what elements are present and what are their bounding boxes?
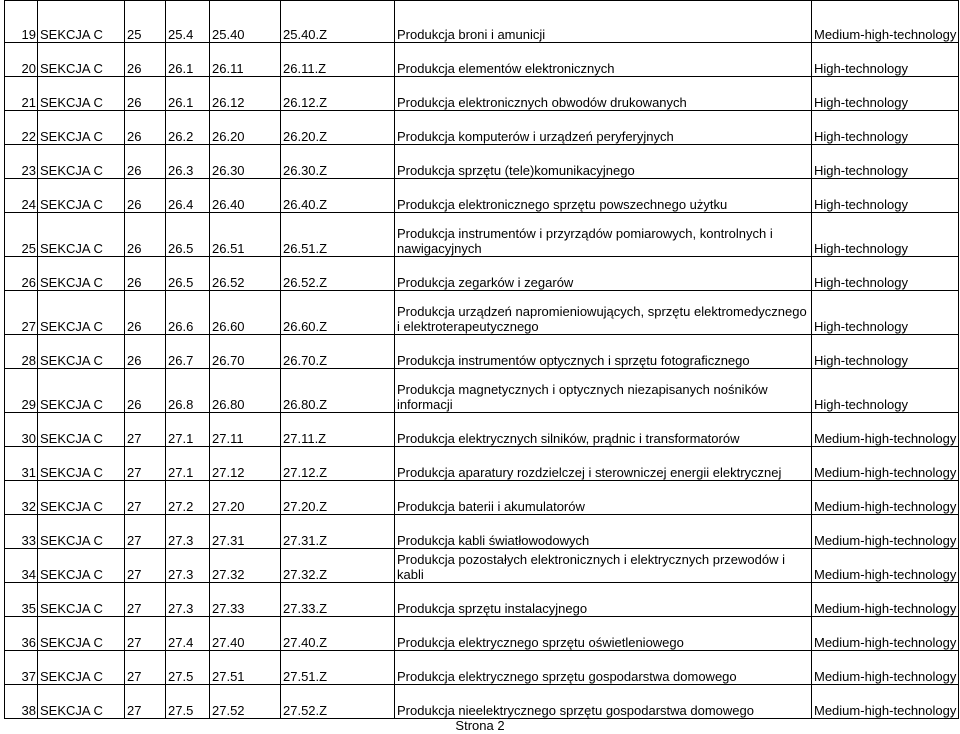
description-cell: Produkcja magnetycznych i optycznych niezapisanych nośników informacji <box>395 369 812 413</box>
table-row <box>5 447 959 481</box>
group-cell: 25.4 <box>166 1 210 43</box>
subclass-cell: 26.12.Z <box>281 77 395 111</box>
row-number-cell: 35 <box>5 583 38 617</box>
class-cell: 26.51 <box>210 213 281 257</box>
group-cell: 26.1 <box>166 43 210 77</box>
division-cell: 27 <box>125 549 166 583</box>
technology-level-cell: High-technology <box>812 77 959 111</box>
technology-level-cell: High-technology <box>812 369 959 413</box>
subclass-cell: 26.70.Z <box>281 335 395 369</box>
page-number-label: Strona 2 <box>455 718 505 733</box>
division-cell: 27 <box>125 617 166 651</box>
section-cell: SEKCJA C <box>38 257 125 291</box>
description-cell: Produkcja aparatury rozdzielczej i sterowniczej energii elektrycznej <box>395 447 812 481</box>
table-row <box>5 549 959 583</box>
group-cell: 26.6 <box>166 291 210 335</box>
division-cell: 27 <box>125 685 166 719</box>
section-cell: SEKCJA C <box>38 413 125 447</box>
row-number-cell: 27 <box>5 291 38 335</box>
class-cell: 26.12 <box>210 77 281 111</box>
row-number-cell: 22 <box>5 111 38 145</box>
group-cell: 26.7 <box>166 335 210 369</box>
group-cell: 26.5 <box>166 257 210 291</box>
class-cell: 26.60 <box>210 291 281 335</box>
table-body <box>5 1 959 719</box>
class-cell: 27.12 <box>210 447 281 481</box>
page-footer <box>0 718 960 733</box>
technology-level-cell: High-technology <box>812 335 959 369</box>
section-cell: SEKCJA C <box>38 77 125 111</box>
technology-level-cell: High-technology <box>812 145 959 179</box>
table-row <box>5 583 959 617</box>
description-cell: Produkcja pozostałych elektronicznych i elektrycznych przewodów i kabli <box>395 549 812 583</box>
technology-level-cell: Medium-high-technology <box>812 617 959 651</box>
subclass-cell: 26.51.Z <box>281 213 395 257</box>
division-cell: 27 <box>125 583 166 617</box>
subclass-cell: 27.20.Z <box>281 481 395 515</box>
description-cell: Produkcja sprzętu instalacyjnego <box>395 583 812 617</box>
description-cell: Produkcja komputerów i urządzeń peryferyjnych <box>395 111 812 145</box>
table-row <box>5 617 959 651</box>
division-cell: 27 <box>125 651 166 685</box>
technology-level-cell: Medium-high-technology <box>812 549 959 583</box>
group-cell: 27.4 <box>166 617 210 651</box>
division-cell: 26 <box>125 335 166 369</box>
class-cell: 26.52 <box>210 257 281 291</box>
technology-level-cell: Medium-high-technology <box>812 447 959 481</box>
division-cell: 26 <box>125 145 166 179</box>
pkd-classification-table <box>4 0 959 719</box>
description-cell: Produkcja elektronicznego sprzętu powszechnego użytku <box>395 179 812 213</box>
table-row <box>5 685 959 719</box>
division-cell: 27 <box>125 413 166 447</box>
section-cell: SEKCJA C <box>38 685 125 719</box>
table-row <box>5 515 959 549</box>
group-cell: 27.1 <box>166 413 210 447</box>
group-cell: 26.5 <box>166 213 210 257</box>
group-cell: 27.5 <box>166 685 210 719</box>
technology-level-cell: Medium-high-technology <box>812 413 959 447</box>
row-number-cell: 21 <box>5 77 38 111</box>
division-cell: 25 <box>125 1 166 43</box>
division-cell: 26 <box>125 179 166 213</box>
subclass-cell: 27.51.Z <box>281 651 395 685</box>
group-cell: 26.4 <box>166 179 210 213</box>
class-cell: 26.11 <box>210 43 281 77</box>
group-cell: 26.8 <box>166 369 210 413</box>
subclass-cell: 25.40.Z <box>281 1 395 43</box>
technology-level-cell: High-technology <box>812 111 959 145</box>
subclass-cell: 27.31.Z <box>281 515 395 549</box>
section-cell: SEKCJA C <box>38 617 125 651</box>
table-row <box>5 257 959 291</box>
division-cell: 26 <box>125 369 166 413</box>
row-number-cell: 28 <box>5 335 38 369</box>
technology-level-cell: High-technology <box>812 291 959 335</box>
division-cell: 27 <box>125 447 166 481</box>
row-number-cell: 31 <box>5 447 38 481</box>
row-number-cell: 20 <box>5 43 38 77</box>
description-cell: Produkcja urządzeń napromieniowujących, sprzętu elektromedycznego i elektroterapeutycznego <box>395 291 812 335</box>
class-cell: 26.70 <box>210 335 281 369</box>
section-cell: SEKCJA C <box>38 335 125 369</box>
description-cell: Produkcja sprzętu (tele)komunikacyjnego <box>395 145 812 179</box>
class-cell: 26.40 <box>210 179 281 213</box>
technology-level-cell: Medium-high-technology <box>812 515 959 549</box>
table-row <box>5 413 959 447</box>
row-number-cell: 37 <box>5 651 38 685</box>
row-number-cell: 33 <box>5 515 38 549</box>
technology-level-cell: Medium-high-technology <box>812 685 959 719</box>
subclass-cell: 26.40.Z <box>281 179 395 213</box>
table-row <box>5 291 959 335</box>
table-row <box>5 77 959 111</box>
table-row <box>5 335 959 369</box>
group-cell: 26.2 <box>166 111 210 145</box>
description-cell: Produkcja elektrycznych silników, prądnic i transformatorów <box>395 413 812 447</box>
technology-level-cell: High-technology <box>812 43 959 77</box>
row-number-cell: 34 <box>5 549 38 583</box>
section-cell: SEKCJA C <box>38 583 125 617</box>
description-cell: Produkcja instrumentów i przyrządów pomiarowych, kontrolnych i nawigacyjnych <box>395 213 812 257</box>
class-cell: 27.11 <box>210 413 281 447</box>
technology-level-cell: High-technology <box>812 257 959 291</box>
section-cell: SEKCJA C <box>38 549 125 583</box>
row-number-cell: 19 <box>5 1 38 43</box>
group-cell: 27.3 <box>166 583 210 617</box>
section-cell: SEKCJA C <box>38 213 125 257</box>
description-cell: Produkcja baterii i akumulatorów <box>395 481 812 515</box>
section-cell: SEKCJA C <box>38 447 125 481</box>
description-cell: Produkcja elementów elektronicznych <box>395 43 812 77</box>
description-cell: Produkcja kabli światłowodowych <box>395 515 812 549</box>
class-cell: 27.31 <box>210 515 281 549</box>
class-cell: 27.40 <box>210 617 281 651</box>
subclass-cell: 27.32.Z <box>281 549 395 583</box>
row-number-cell: 24 <box>5 179 38 213</box>
group-cell: 27.3 <box>166 515 210 549</box>
class-cell: 27.33 <box>210 583 281 617</box>
group-cell: 26.3 <box>166 145 210 179</box>
description-cell: Produkcja elektronicznych obwodów drukowanych <box>395 77 812 111</box>
description-cell: Produkcja zegarków i zegarów <box>395 257 812 291</box>
table-row <box>5 111 959 145</box>
subclass-cell: 27.11.Z <box>281 413 395 447</box>
table-row <box>5 213 959 257</box>
row-number-cell: 30 <box>5 413 38 447</box>
class-cell: 25.40 <box>210 1 281 43</box>
row-number-cell: 25 <box>5 213 38 257</box>
table-row <box>5 651 959 685</box>
section-cell: SEKCJA C <box>38 651 125 685</box>
section-cell: SEKCJA C <box>38 481 125 515</box>
group-cell: 27.2 <box>166 481 210 515</box>
subclass-cell: 27.12.Z <box>281 447 395 481</box>
subclass-cell: 26.52.Z <box>281 257 395 291</box>
subclass-cell: 27.40.Z <box>281 617 395 651</box>
table-row <box>5 43 959 77</box>
description-cell: Produkcja nieelektrycznego sprzętu gospodarstwa domowego <box>395 685 812 719</box>
technology-level-cell: High-technology <box>812 213 959 257</box>
technology-level-cell: Medium-high-technology <box>812 583 959 617</box>
division-cell: 26 <box>125 77 166 111</box>
division-cell: 26 <box>125 43 166 77</box>
subclass-cell: 26.20.Z <box>281 111 395 145</box>
subclass-cell: 26.80.Z <box>281 369 395 413</box>
division-cell: 26 <box>125 291 166 335</box>
section-cell: SEKCJA C <box>38 179 125 213</box>
table-row <box>5 145 959 179</box>
subclass-cell: 26.11.Z <box>281 43 395 77</box>
description-cell: Produkcja instrumentów optycznych i sprzętu fotograficznego <box>395 335 812 369</box>
technology-level-cell: Medium-high-technology <box>812 481 959 515</box>
division-cell: 26 <box>125 257 166 291</box>
division-cell: 26 <box>125 213 166 257</box>
group-cell: 26.1 <box>166 77 210 111</box>
technology-level-cell: Medium-high-technology <box>812 651 959 685</box>
group-cell: 27.5 <box>166 651 210 685</box>
subclass-cell: 27.33.Z <box>281 583 395 617</box>
technology-level-cell: Medium-high-technology <box>812 1 959 43</box>
class-cell: 27.52 <box>210 685 281 719</box>
group-cell: 27.3 <box>166 549 210 583</box>
table-row <box>5 369 959 413</box>
technology-level-cell: High-technology <box>812 179 959 213</box>
subclass-cell: 27.52.Z <box>281 685 395 719</box>
row-number-cell: 32 <box>5 481 38 515</box>
description-cell: Produkcja elektrycznego sprzętu oświetleniowego <box>395 617 812 651</box>
subclass-cell: 26.60.Z <box>281 291 395 335</box>
table-row <box>5 481 959 515</box>
division-cell: 26 <box>125 111 166 145</box>
row-number-cell: 38 <box>5 685 38 719</box>
class-cell: 26.20 <box>210 111 281 145</box>
section-cell: SEKCJA C <box>38 515 125 549</box>
table-row <box>5 179 959 213</box>
row-number-cell: 29 <box>5 369 38 413</box>
row-number-cell: 26 <box>5 257 38 291</box>
class-cell: 27.20 <box>210 481 281 515</box>
section-cell: SEKCJA C <box>38 1 125 43</box>
class-cell: 26.80 <box>210 369 281 413</box>
division-cell: 27 <box>125 515 166 549</box>
class-cell: 27.51 <box>210 651 281 685</box>
section-cell: SEKCJA C <box>38 111 125 145</box>
section-cell: SEKCJA C <box>38 369 125 413</box>
table-row <box>5 1 959 43</box>
section-cell: SEKCJA C <box>38 291 125 335</box>
row-number-cell: 36 <box>5 617 38 651</box>
class-cell: 26.30 <box>210 145 281 179</box>
subclass-cell: 26.30.Z <box>281 145 395 179</box>
section-cell: SEKCJA C <box>38 145 125 179</box>
division-cell: 27 <box>125 481 166 515</box>
group-cell: 27.1 <box>166 447 210 481</box>
class-cell: 27.32 <box>210 549 281 583</box>
description-cell: Produkcja elektrycznego sprzętu gospodarstwa domowego <box>395 651 812 685</box>
row-number-cell: 23 <box>5 145 38 179</box>
description-cell: Produkcja broni i amunicji <box>395 1 812 43</box>
section-cell: SEKCJA C <box>38 43 125 77</box>
